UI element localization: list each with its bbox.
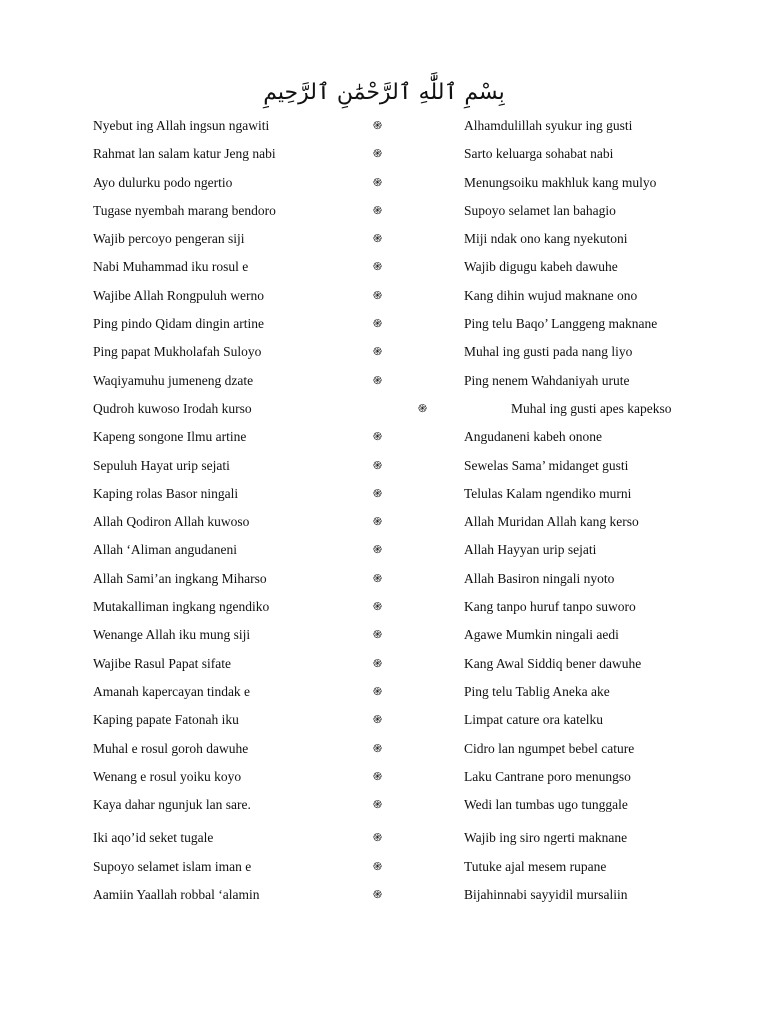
line-right: Kang tanpo huruf tanpo suworo xyxy=(464,599,636,615)
separator-ornament: ֍ xyxy=(373,628,382,642)
line-right: Allah Muridan Allah kang kerso xyxy=(464,514,639,530)
separator-ornament: ֍ xyxy=(373,175,382,189)
separator-ornament: ֍ xyxy=(373,288,382,302)
poem-line xyxy=(0,452,768,480)
line-right: Laku Cantrane poro menungso xyxy=(464,768,631,784)
line-left: Kaping rolas Basor ningali xyxy=(93,485,239,501)
separator-ornament: ֍ xyxy=(373,147,382,161)
line-right: Tutuke ajal mesem rupane xyxy=(464,858,607,874)
poem-line xyxy=(0,197,768,225)
line-right: Miji ndak ono kang nyekutoni xyxy=(464,231,628,247)
separator-ornament: ֍ xyxy=(373,373,382,387)
line-right: Cidro lan ngumpet bebel cature xyxy=(464,740,635,756)
poem-line xyxy=(0,508,768,536)
poem-line xyxy=(0,112,768,140)
line-right: Wajib digugu kabeh dawuhe xyxy=(464,259,618,275)
line-right: Limpat cature ora katelku xyxy=(464,712,604,728)
line-left: Wajibe Allah Rongpuluh werno xyxy=(93,287,265,303)
line-left: Amanah kapercayan tindak e xyxy=(93,683,251,699)
poem-line xyxy=(0,565,768,593)
line-left: Allah Sami’an ingkang Miharso xyxy=(93,570,267,586)
line-left: Tugase nyembah marang bendoro xyxy=(93,202,276,218)
separator-ornament: ֍ xyxy=(373,203,382,217)
separator-ornament: ֍ xyxy=(373,656,382,670)
line-left: Muhal e rosul goroh dawuhe xyxy=(93,740,249,756)
line-right: Muhal ing gusti apes kapekso xyxy=(511,400,672,416)
line-right: Allah Basiron ningali nyoto xyxy=(464,570,615,586)
line-left: Mutakalliman ingkang ngendiko xyxy=(93,599,270,615)
separator-ornament: ֍ xyxy=(373,798,382,812)
line-left: Qudroh kuwoso Irodah kurso xyxy=(93,400,252,416)
line-right: Menungsoiku makhluk kang mulyo xyxy=(464,174,657,190)
poem-line xyxy=(0,650,768,678)
line-left: Ping pindo Qidam dingin artine xyxy=(93,316,264,332)
separator-ornament: ֍ xyxy=(373,571,382,585)
line-right: Angudaneni kabeh onone xyxy=(464,429,602,445)
separator-ornament: ֍ xyxy=(373,458,382,472)
line-left: Ping papat Mukholafah Suloyo xyxy=(93,344,262,360)
separator-ornament: ֍ xyxy=(373,543,382,557)
separator-ornament: ֍ xyxy=(373,345,382,359)
poem-line xyxy=(0,423,768,451)
line-left: Aamiin Yaallah robbal ‘alamin xyxy=(93,887,260,903)
line-right: Allah Hayyan urip sejati xyxy=(464,542,597,558)
poem-line xyxy=(0,763,768,791)
separator-ornament: ֍ xyxy=(373,600,382,614)
line-left: Kapeng songone Ilmu artine xyxy=(93,429,247,445)
poem-line xyxy=(0,367,768,395)
line-right: Ping telu Tablig Aneka ake xyxy=(464,683,610,699)
separator-ornament: ֍ xyxy=(373,888,382,902)
poem-line xyxy=(0,282,768,310)
poem-line xyxy=(0,140,768,168)
basmalah-heading: بِسْمِ ٱللَّٰهِ ٱلرَّحْمَٰنِ ٱلرَّحِيمِ xyxy=(263,80,505,105)
line-left: Supoyo selamet islam iman e xyxy=(93,858,252,874)
line-left: Wajibe Rasul Papat sifate xyxy=(93,655,231,671)
line-left: Sepuluh Hayat urip sejati xyxy=(93,457,230,473)
poem-line xyxy=(0,593,768,621)
separator-ornament: ֍ xyxy=(373,713,382,727)
line-left: Wenang e rosul yoiku koyo xyxy=(93,768,242,784)
line-right: Bijahinnabi sayyidil mursaliin xyxy=(464,887,628,903)
poem-line xyxy=(0,536,768,564)
poem-line xyxy=(0,706,768,734)
separator-ornament: ֍ xyxy=(373,859,382,873)
poem-line xyxy=(0,253,768,281)
line-left: Nyebut ing Allah ingsun ngawiti xyxy=(93,118,270,133)
poem-line xyxy=(0,480,768,508)
line-right: Alhamdulillah syukur ing gusti xyxy=(464,118,633,133)
line-right: Sarto keluarga sohabat nabi xyxy=(464,146,614,162)
line-left: Kaping papate Fatonah iku xyxy=(93,712,239,728)
line-right: Telulas Kalam ngendiko murni xyxy=(464,485,632,501)
line-right: Wajib ing siro ngerti maknane xyxy=(464,830,628,846)
line-left: Rahmat lan salam katur Jeng nabi xyxy=(93,146,276,162)
line-left: Wenange Allah iku mung siji xyxy=(93,627,251,643)
poem xyxy=(0,112,768,909)
line-right: Sewelas Sama’ midanget gusti xyxy=(464,457,629,473)
line-right: Ping telu Baqo’ Langgeng maknane xyxy=(464,316,658,332)
separator-ornament: ֍ xyxy=(373,260,382,274)
line-right: Wedi lan tumbas ugo tunggale xyxy=(464,797,628,813)
separator-ornament: ֍ xyxy=(373,317,382,331)
separator-ornament: ֍ xyxy=(373,486,382,500)
poem-line xyxy=(0,881,768,909)
poem-line xyxy=(0,395,768,423)
line-left: Iki aqo’id seket tugale xyxy=(93,830,214,846)
poem-line xyxy=(0,169,768,197)
poem-line xyxy=(0,225,768,253)
poem-line xyxy=(0,338,768,366)
line-left: Kaya dahar ngunjuk lan sare. xyxy=(93,797,251,813)
line-left: Allah ‘Aliman angudaneni xyxy=(93,542,237,558)
separator-ornament: ֍ xyxy=(373,430,382,444)
separator-ornament: ֍ xyxy=(373,741,382,755)
line-right: Kang Awal Siddiq bener dawuhe xyxy=(464,655,642,671)
poem-line xyxy=(0,735,768,763)
line-right: Muhal ing gusti pada nang liyo xyxy=(464,344,633,360)
line-left: Allah Qodiron Allah kuwoso xyxy=(93,514,250,530)
line-left: Waqiyamuhu jumeneng dzate xyxy=(93,372,254,388)
poem-line xyxy=(0,310,768,338)
separator-ornament: ֍ xyxy=(373,515,382,529)
separator-ornament: ֍ xyxy=(373,769,382,783)
separator-ornament: ֍ xyxy=(373,232,382,246)
line-right: Supoyo selamet lan bahagio xyxy=(464,202,616,218)
separator-ornament: ֍ xyxy=(373,119,382,132)
line-left: Nabi Muhammad iku rosul e xyxy=(93,259,249,275)
separator-ornament: ֍ xyxy=(373,831,382,845)
line-right: Agawe Mumkin ningali aedi xyxy=(464,627,619,643)
separator-ornament: ֍ xyxy=(373,684,382,698)
poem-line xyxy=(0,853,768,881)
line-left: Wajib percoyo pengeran siji xyxy=(93,231,245,247)
line-right: Ping nenem Wahdaniyah urute xyxy=(464,372,630,388)
line-right: Kang dihin wujud maknane ono xyxy=(464,287,638,303)
poem-line xyxy=(0,791,768,819)
poem-line xyxy=(0,678,768,706)
poem-line xyxy=(0,824,768,852)
separator-ornament: ֍ xyxy=(418,401,427,415)
line-left: Ayo dulurku podo ngertio xyxy=(93,174,233,190)
poem-line xyxy=(0,621,768,649)
